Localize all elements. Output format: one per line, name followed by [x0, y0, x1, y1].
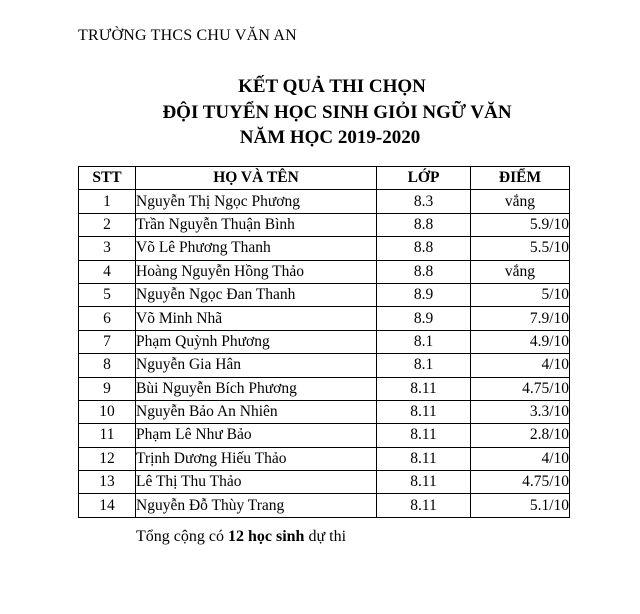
table-row — [79, 471, 570, 494]
header-stt: STT — [79, 167, 136, 190]
table-row — [79, 377, 570, 400]
row-class: 8.8 — [377, 213, 471, 236]
row-stt: 14 — [79, 494, 136, 517]
row-name: Võ Minh Nhã — [136, 307, 377, 330]
summary-line — [136, 528, 346, 546]
row-name: Nguyễn Thị Ngọc Phương — [136, 190, 377, 213]
row-class: 8.1 — [377, 330, 471, 353]
row-score: 2.8/10 — [471, 424, 570, 447]
row-name: Trần Nguyễn Thuận Bình — [136, 213, 377, 236]
row-stt: 1 — [79, 190, 136, 213]
row-name: Nguyễn Ngọc Đan Thanh — [136, 283, 377, 306]
row-stt: 13 — [79, 471, 136, 494]
row-class: 8.11 — [377, 471, 471, 494]
row-class: 8.11 — [377, 447, 471, 470]
table-row — [79, 424, 570, 447]
row-class: 8.3 — [377, 190, 471, 213]
header-class: LỚP — [377, 167, 471, 190]
table-row — [79, 494, 570, 517]
table-row — [79, 190, 570, 213]
row-class: 8.1 — [377, 354, 471, 377]
row-score: 5/10 — [471, 283, 570, 306]
row-stt: 2 — [79, 213, 136, 236]
row-score: 5.1/10 — [471, 494, 570, 517]
title-line-3: NĂM HỌC 2019-2020 — [239, 127, 421, 148]
row-score: vắng — [471, 260, 570, 283]
row-name: Nguyễn Bảo An Nhiên — [136, 400, 377, 423]
table-header-row — [79, 167, 570, 190]
row-score: 3.3/10 — [471, 400, 570, 423]
table-row — [79, 307, 570, 330]
row-name: Hoàng Nguyễn Hồng Thảo — [136, 260, 377, 283]
table-row — [79, 400, 570, 423]
row-score: 7.9/10 — [471, 307, 570, 330]
row-stt: 9 — [79, 377, 136, 400]
row-stt: 5 — [79, 283, 136, 306]
row-score: vắng — [471, 190, 570, 213]
table-row — [79, 447, 570, 470]
row-name: Nguyễn Đỗ Thùy Trang — [136, 494, 377, 517]
row-stt: 6 — [79, 307, 136, 330]
row-class: 8.11 — [377, 400, 471, 423]
row-class: 8.11 — [377, 424, 471, 447]
row-stt: 8 — [79, 354, 136, 377]
summary-count: 12 học sinh — [227, 528, 305, 545]
table-row — [79, 354, 570, 377]
table-row — [79, 260, 570, 283]
row-stt: 12 — [79, 447, 136, 470]
row-class: 8.8 — [377, 260, 471, 283]
results-table — [78, 166, 570, 518]
row-score: 4/10 — [471, 354, 570, 377]
table-row — [79, 330, 570, 353]
table-row — [79, 283, 570, 306]
row-name: Lê Thị Thu Thảo — [136, 471, 377, 494]
row-name: Trịnh Dương Hiếu Thảo — [136, 447, 377, 470]
row-name: Bùi Nguyễn Bích Phương — [136, 377, 377, 400]
row-score: 5.9/10 — [471, 213, 570, 236]
summary-prefix: Tổng cộng có — [136, 528, 228, 545]
row-score: 4.75/10 — [471, 471, 570, 494]
row-score: 4.9/10 — [471, 330, 570, 353]
row-stt: 11 — [79, 424, 136, 447]
row-stt: 3 — [79, 237, 136, 260]
row-class: 8.9 — [377, 307, 471, 330]
summary-suffix: dự thi — [304, 528, 347, 545]
row-score: 4/10 — [471, 447, 570, 470]
title-line-1: KẾT QUẢ THI CHỌN — [238, 76, 426, 97]
school-name: TRƯỜNG THCS CHU VĂN AN — [78, 27, 297, 44]
row-stt: 10 — [79, 400, 136, 423]
row-class: 8.8 — [377, 237, 471, 260]
row-name: Phạm Quỳnh Phương — [136, 330, 377, 353]
row-name: Nguyễn Gia Hân — [136, 354, 377, 377]
table-row — [79, 213, 570, 236]
row-score: 5.5/10 — [471, 237, 570, 260]
row-class: 8.9 — [377, 283, 471, 306]
row-name: Võ Lê Phương Thanh — [136, 237, 377, 260]
row-class: 8.11 — [377, 494, 471, 517]
row-class: 8.11 — [377, 377, 471, 400]
row-stt: 4 — [79, 260, 136, 283]
row-stt: 7 — [79, 330, 136, 353]
title-line-2: ĐỘI TUYỂN HỌC SINH GIỎI NGỮ VĂN — [162, 102, 512, 123]
header-score: ĐIỂM — [471, 167, 570, 190]
table-row — [79, 237, 570, 260]
header-name: HỌ VÀ TÊN — [136, 167, 377, 190]
row-name: Phạm Lê Như Bảo — [136, 424, 377, 447]
row-score: 4.75/10 — [471, 377, 570, 400]
